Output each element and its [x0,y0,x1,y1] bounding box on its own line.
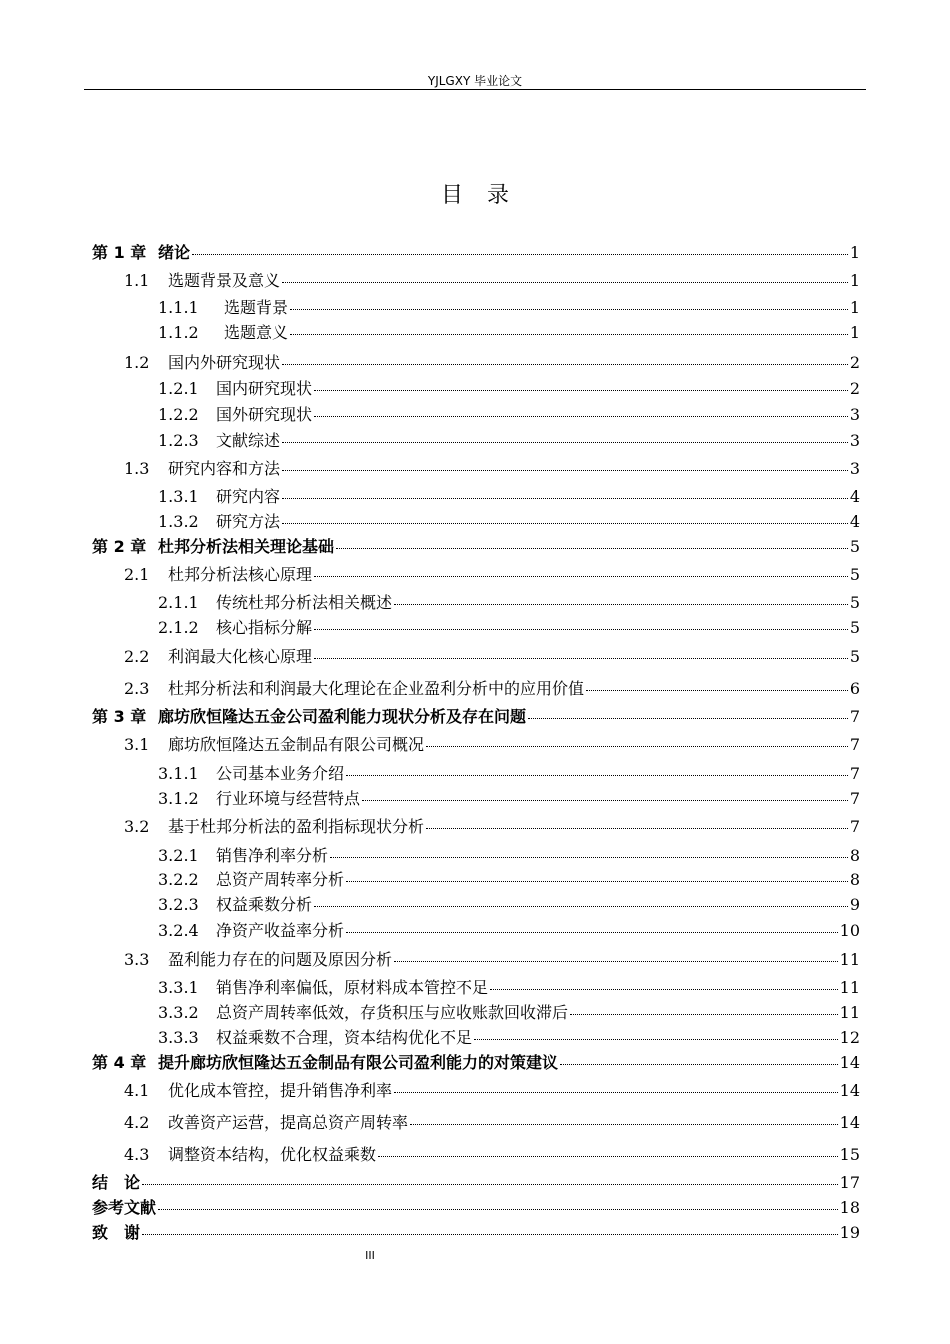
toc-entry[interactable] [0,761,950,783]
toc-entry[interactable] [0,376,950,398]
toc-leader-dots [314,629,848,630]
toc-entry-number: 3.2.1 [158,846,199,865]
toc-entry-number: 2.3 [124,679,150,698]
toc-entry-number: 1.3 [124,459,150,478]
toc-entry-page: 3 [849,431,860,450]
toc-leader-dots [394,604,848,605]
toc-leader-dots [346,881,848,882]
toc-entry-number: 1.3.1 [158,487,199,506]
toc-entry[interactable] [0,843,950,865]
toc-entry[interactable] [0,240,950,262]
toc-entry-page: 19 [839,1223,860,1242]
toc-entry[interactable] [0,268,950,290]
toc-entry-page: 14 [839,1053,860,1072]
toc-entry-page: 5 [849,565,860,584]
toc-leader-dots [362,800,848,801]
toc-entry-number: 第 3 章 [92,707,147,726]
toc-entry-title: 盈利能力存在的问题及原因分析 [168,950,393,969]
toc-entry-title: 杜邦分析法核心原理 [168,565,313,584]
toc-entry-title: 权益乘数分析 [216,895,313,914]
toc-entry-number: 3.1 [124,735,150,754]
toc-entry-number: 3.3.2 [158,1003,199,1022]
toc-entry-page: 1 [849,323,860,342]
toc-entry-number: 1.2 [124,353,150,372]
toc-entry-page: 12 [839,1028,860,1047]
toc-entry[interactable] [0,509,950,531]
toc-entry[interactable] [0,1000,950,1022]
toc-leader-dots [346,775,848,776]
toc-entry[interactable] [0,428,950,450]
toc-entry[interactable] [0,1025,950,1047]
toc-entry[interactable] [0,814,950,836]
toc-entry[interactable] [0,615,950,637]
toc-entry-page: 5 [849,618,860,637]
toc-entry-number: 3.3.3 [158,1028,199,1047]
toc-entry[interactable] [0,456,950,478]
toc-leader-dots [314,576,848,577]
toc-leader-dots [378,1156,838,1157]
toc-leader-dots [282,282,848,283]
toc-entry-title: 优化成本管控，提升销售净利率 [168,1081,393,1100]
toc-entry-page: 8 [849,870,860,889]
toc-leader-dots [490,989,838,990]
toc-entry-number: 3.2.3 [158,895,199,914]
toc-entry-number: 1.1 [124,271,150,290]
toc-entry[interactable] [0,562,950,584]
toc-entry-title: 研究内容和方法 [168,459,281,478]
toc-entry-title: 销售净利率分析 [216,846,329,865]
toc-leader-dots [330,857,848,858]
toc-entry-title: 基于杜邦分析法的盈利指标现状分析 [168,817,425,836]
toc-entry-title: 结 论 [92,1173,141,1192]
toc-entry-title: 选题意义 [224,323,289,342]
toc-entry-title: 杜邦分析法相关理论基础 [158,537,335,556]
toc-entry-page: 1 [849,298,860,317]
toc-entry[interactable] [0,1110,950,1132]
toc-entry-page: 7 [849,817,860,836]
toc-entry[interactable] [0,1195,950,1217]
toc-leader-dots [142,1184,838,1185]
toc-leader-dots [290,309,848,310]
toc-entry-title: 研究方法 [216,512,281,531]
header-divider [84,89,866,90]
toc-leader-dots [394,961,838,962]
toc-entry-number: 1.2.1 [158,379,199,398]
toc-leader-dots [528,718,848,719]
toc-entry-number: 3.2.2 [158,870,199,889]
toc-leader-dots [142,1234,838,1235]
toc-entry[interactable] [0,732,950,754]
toc-leader-dots [586,690,848,691]
toc-entry-title: 研究内容 [216,487,281,506]
toc-entry-page: 7 [849,735,860,754]
toc-entry-page: 14 [839,1113,860,1132]
toc-entry-title: 净资产收益率分析 [216,921,345,940]
toc-entry[interactable] [0,867,950,889]
toc-entry-title: 销售净利率偏低，原材料成本管控不足 [216,978,489,997]
toc-leader-dots [282,523,848,524]
toc-entry[interactable] [0,320,950,342]
toc-entry-title: 选题背景及意义 [168,271,281,290]
toc-entry-page: 5 [849,593,860,612]
toc-entry-title: 致 谢 [92,1223,141,1242]
toc-entry-title: 公司基本业务介绍 [216,764,345,783]
toc-entry-title: 行业环境与经营特点 [216,789,361,808]
toc-entry-title: 选题背景 [224,298,289,317]
toc-leader-dots [394,1092,838,1093]
toc-entry-title: 国内外研究现状 [168,353,281,372]
toc-entry[interactable] [0,918,950,940]
toc-entry-page: 5 [849,647,860,666]
toc-entry-number: 第 4 章 [92,1053,147,1072]
toc-entry[interactable] [0,534,950,556]
toc-entry-page: 1 [849,271,860,290]
toc-leader-dots [410,1124,838,1125]
toc-entry-page: 11 [839,1003,860,1022]
toc-entry-page: 3 [849,459,860,478]
toc-leader-dots [570,1014,838,1015]
toc-leader-dots [560,1064,838,1065]
toc-entry-page: 15 [839,1145,860,1164]
toc-leader-dots [282,364,848,365]
toc-entry-title: 参考文献 [92,1198,157,1217]
toc-entry[interactable] [0,484,950,506]
toc-entry[interactable] [0,786,950,808]
toc-entry[interactable] [0,1220,950,1242]
toc-leader-dots [290,334,848,335]
toc-entry-number: 2.1.1 [158,593,199,612]
toc-entry-title: 廊坊欣恒隆达五金公司盈利能力现状分析及存在问题 [158,707,527,726]
toc-entry[interactable] [0,590,950,612]
running-header: YJLGXY 毕业论文 [427,74,523,88]
toc-entry-title: 绪论 [158,243,191,262]
toc-entry-page: 10 [839,921,860,940]
toc-entry-number: 2.2 [124,647,150,666]
toc-entry-number: 1.2.2 [158,405,199,424]
toc-entry[interactable] [0,975,950,997]
toc-entry-page: 11 [839,978,860,997]
toc-entry-number: 第 2 章 [92,537,147,556]
toc-entry-number: 4.2 [124,1113,150,1132]
toc-leader-dots [314,906,848,907]
toc-leader-dots [192,254,848,255]
toc-entry-title: 文献综述 [216,431,281,450]
toc-entry-page: 3 [849,405,860,424]
toc-entry[interactable] [0,676,950,698]
toc-entry-page: 9 [849,895,860,914]
toc-entry-page: 17 [839,1173,860,1192]
toc-entry-title: 提升廊坊欣恒隆达五金制品有限公司盈利能力的对策建议 [158,1053,559,1072]
toc-entry[interactable] [0,1050,950,1072]
toc-entry-page: 2 [849,353,860,372]
toc-leader-dots [158,1209,838,1210]
toc-title: 目录 [440,183,533,208]
toc-entry-number: 1.1.2 [158,323,199,342]
toc-entry[interactable] [0,1170,950,1192]
toc-entry-page: 4 [849,512,860,531]
toc-entry-title: 廊坊欣恒隆达五金制品有限公司概况 [168,735,425,754]
toc-leader-dots [282,470,848,471]
toc-entry-page: 4 [849,487,860,506]
toc-entry-title: 总资产周转率分析 [216,870,345,889]
toc-entry-title: 改善资产运营，提高总资产周转率 [168,1113,409,1132]
toc-entry-title: 杜邦分析法和利润最大化理论在企业盈利分析中的应用价值 [168,679,585,698]
toc-entry-number: 1.1.1 [158,298,199,317]
toc-entry-number: 3.1.1 [158,764,199,783]
toc-leader-dots [336,548,848,549]
toc-entry-title: 权益乘数不合理，资本结构优化不足 [216,1028,473,1047]
toc-entry-title: 传统杜邦分析法相关概述 [216,593,393,612]
toc-entry-number: 1.2.3 [158,431,199,450]
toc-entry-title: 利润最大化核心原理 [168,647,313,666]
toc-entry[interactable] [0,402,950,424]
page-number-footer: III [365,1249,375,1262]
toc-entry-page: 7 [849,789,860,808]
toc-entry[interactable] [0,350,950,372]
toc-entry[interactable] [0,704,950,726]
toc-entry-page: 7 [849,707,860,726]
toc-entry-page: 1 [849,243,860,262]
toc-entry-page: 8 [849,846,860,865]
toc-entry-number: 3.3 [124,950,150,969]
toc-leader-dots [346,932,838,933]
toc-entry-page: 14 [839,1081,860,1100]
toc-entry-number: 2.1.2 [158,618,199,637]
toc-entry-page: 5 [849,537,860,556]
toc-entry-number: 3.2.4 [158,921,199,940]
toc-entry-page: 7 [849,764,860,783]
toc-entry[interactable] [0,892,950,914]
toc-leader-dots [314,658,848,659]
toc-leader-dots [426,828,848,829]
toc-entry-title: 总资产周转率低效，存货积压与应收账款回收滞后 [216,1003,569,1022]
toc-entry-title: 调整资本结构，优化权益乘数 [168,1145,377,1164]
toc-entry-page: 18 [839,1198,860,1217]
toc-entry-title: 国内研究现状 [216,379,313,398]
toc-leader-dots [314,416,848,417]
toc-leader-dots [474,1039,838,1040]
toc-entry-page: 2 [849,379,860,398]
toc-entry[interactable] [0,295,950,317]
toc-entry-number: 4.1 [124,1081,150,1100]
toc-entry-title: 国外研究现状 [216,405,313,424]
toc-leader-dots [282,498,848,499]
toc-leader-dots [426,746,848,747]
toc-entry-number: 4.3 [124,1145,150,1164]
toc-entry[interactable] [0,1078,950,1100]
toc-entry-number: 3.2 [124,817,150,836]
toc-entry-number: 2.1 [124,565,150,584]
toc-entry-number: 3.1.2 [158,789,199,808]
toc-leader-dots [314,390,848,391]
toc-entry-number: 1.3.2 [158,512,199,531]
toc-entry-page: 11 [839,950,860,969]
toc-entry[interactable] [0,1142,950,1164]
toc-entry-page: 6 [849,679,860,698]
toc-entry[interactable] [0,644,950,666]
toc-leader-dots [282,442,848,443]
toc-entry[interactable] [0,947,950,969]
toc-entry-title: 核心指标分解 [216,618,313,637]
toc-entry-number: 第 1 章 [92,243,147,262]
toc-entry-number: 3.3.1 [158,978,199,997]
